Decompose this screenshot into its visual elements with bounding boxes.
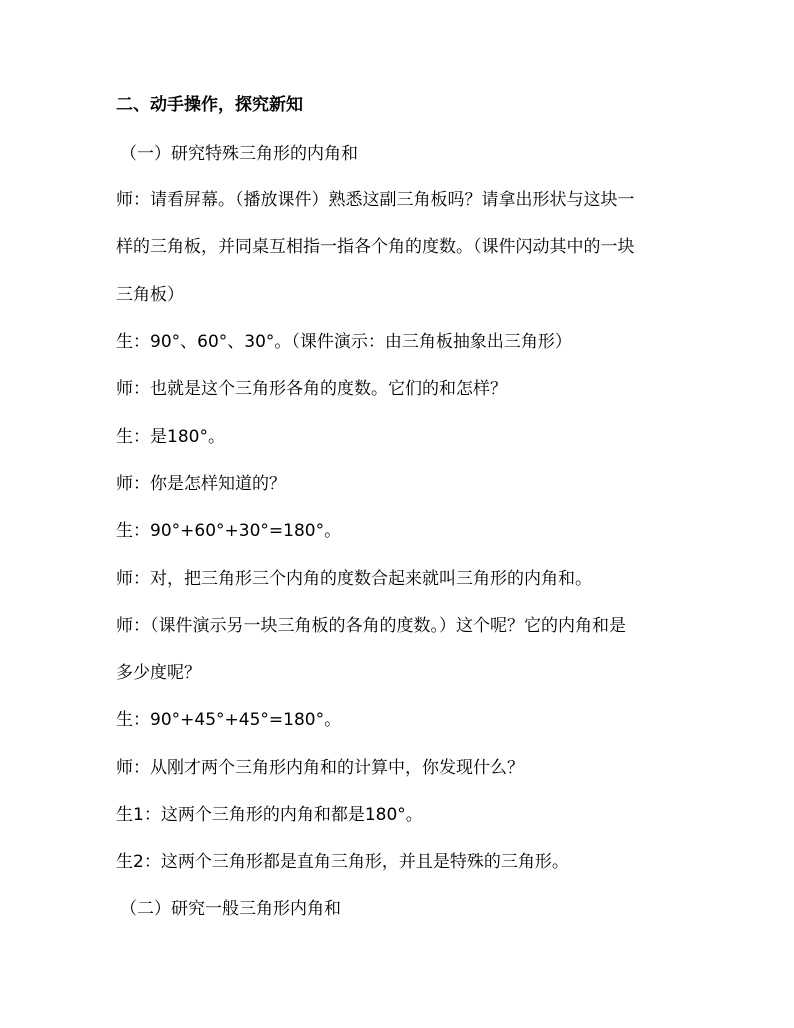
paragraph-line: 生：90°+45°+45°=180°。 [116,710,342,730]
paragraph-line: 生2：这两个三角形都是直角三角形，并且是特殊的三角形。 [116,852,569,872]
paragraph-line: 生：是180°。 [116,427,225,447]
paragraph-line: 师：你是怎样知道的？ [116,474,286,494]
paragraph-line: 师：（课件演示另一块三角板的各角的度数。）这个呢？它的内角和是 [116,616,626,636]
paragraph-line: 生：90°、60°、30°。（课件演示：由三角板抽象出三角形） [116,332,572,352]
paragraph-line: 多少度呢？ [116,663,201,683]
paragraph-line: 师：从刚才两个三角形内角和的计算中，你发现什么？ [116,758,524,778]
subsection-heading-1: （一）研究特殊三角形的内角和 [120,144,358,164]
paragraph-line: 师：也就是这个三角形各角的度数。它们的和怎样？ [116,379,507,399]
section-heading: 二、动手操作，探究新知 [116,95,303,115]
paragraph-line: 师：请看屏幕。（播放课件）熟悉这副三角板吗？请拿出形状与这块一 [116,190,635,210]
paragraph-line: 生1：这两个三角形的内角和都是180°。 [116,805,423,825]
paragraph-line: 三角板） [116,285,184,305]
subsection-heading-2: （二）研究一般三角形内角和 [120,899,341,919]
paragraph-line: 师：对，把三角形三个内角的度数合起来就叫三角形的内角和。 [116,569,592,589]
paragraph-line: 生：90°+60°+30°=180°。 [116,521,342,541]
paragraph-line: 样的三角板，并同桌互相指一指各个角的度数。（课件闪动其中的一块 [116,237,635,257]
